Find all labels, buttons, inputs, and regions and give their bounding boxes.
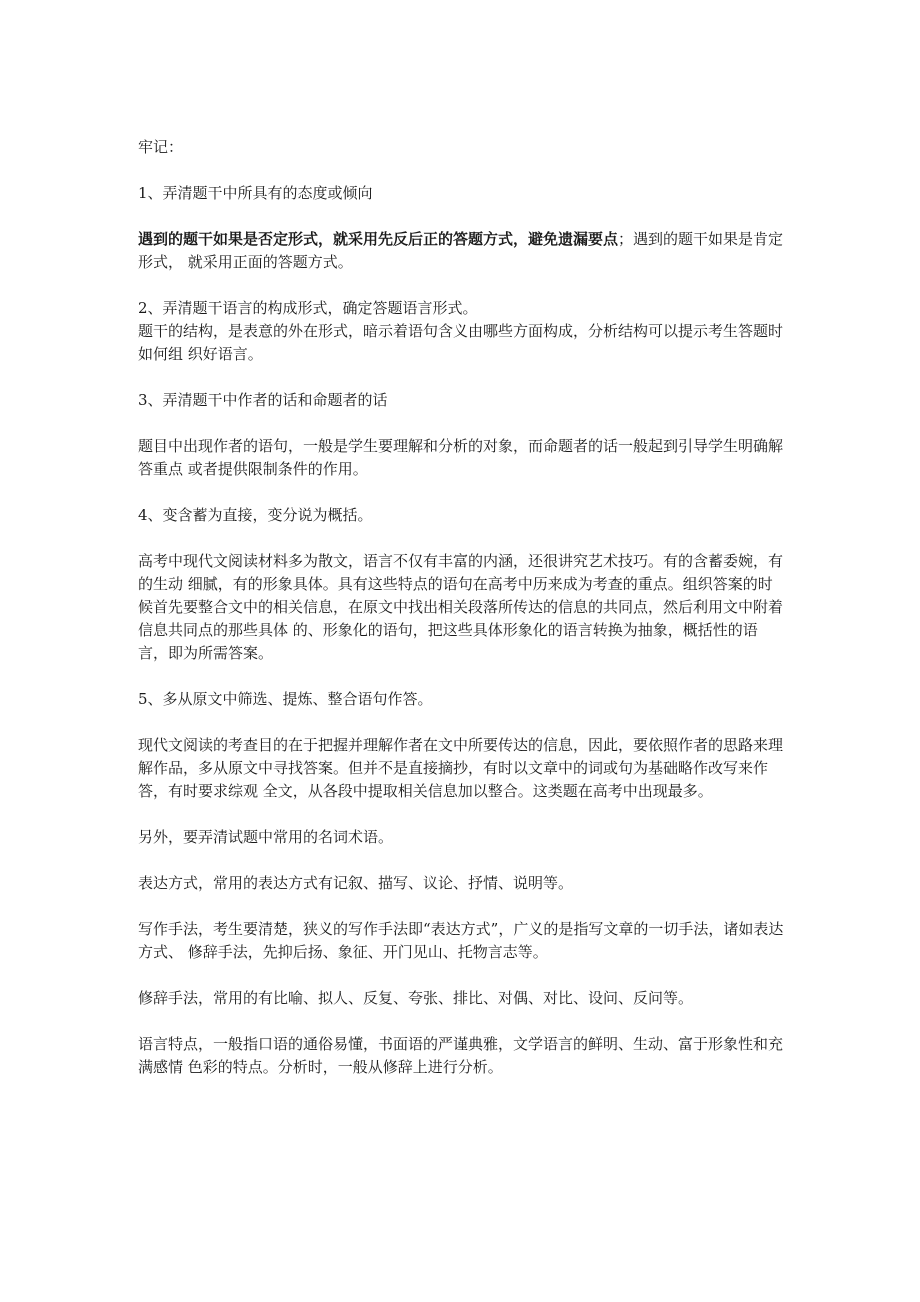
document-body	[138, 136, 786, 1102]
point-3-body: 题目中出现作者的语句，一般是学生要理解和分析的对象，而命题者的话一般起到引导学生明确解答重点 或者提供限制条件的作用。	[138, 437, 784, 478]
point-1-bold-text: 遇到的题干如果是否定形式，就采用先反后正的答题方式，避免遗漏要点	[138, 230, 619, 248]
point-1-body	[138, 228, 786, 274]
point-4-title: 4、变含蓄为直接，变分说为概括。	[138, 506, 373, 524]
term-expression: 表达方式，常用的表达方式有记叙、描写、议论、抒情、说明等。	[138, 874, 574, 892]
point-1-rest-text: ；遇到的题干如果是肯定形式， 就采用正面的答题方式。	[138, 230, 784, 271]
point-1-title: 1、弄清题干中所具有的态度或倾向	[138, 184, 373, 202]
term-language: 语言特点，一般指口语的通俗易懂，书面语的严谨典雅，文学语言的鲜明、生动、富于形象性和充满感情 色彩的特点。分析时，一般从修辞上进行分析。	[138, 1035, 784, 1076]
term-writing: 写作手法，考生要清楚，狭义的写作手法即“表达方式”，广义的是指写文章的一切手法，诸如表达方式、 修辞手法，先抑后扬、象征、开门见山、托物言志等。	[138, 920, 784, 961]
point-2-title: 2、弄清题干语言的构成形式，确定答题语言形式。	[138, 299, 478, 317]
term-rhetoric: 修辞手法，常用的有比喻、拟人、反复、夸张、排比、对偶、对比、设问、反问等。	[138, 989, 694, 1007]
terms-intro: 另外，要弄清试题中常用的名词术语。	[138, 828, 394, 846]
point-4-body: 高考中现代文阅读材料多为散文，语言不仅有丰富的内涵，还很讲究艺术技巧。有的含蓄委婉，有的生动 细腻，有的形象具体。具有这些特点的语句在高考中历来成为考查的重点。组织答案的时候首先要整合文中的相关信息，在原文中找出相关段落所传达的信息的共同点，然后利用文中附着信息共同点的那些具体 的、形象化的语句，把这些具体形象化的语言转换为抽象，概括性的语言，即为所需答案。	[138, 552, 784, 662]
point-3-title: 3、弄清题干中作者的话和命题者的话	[138, 391, 388, 409]
point-5-body: 现代文阅读的考查目的在于把握并理解作者在文中所要传达的信息，因此，要依照作者的思路来理解作品，多从原文中寻找答案。但并不是直接摘抄，有时以文章中的词或句为基础略作改写来作答，有时要求综观 全文，从各段中提取相关信息加以整合。这类题在高考中出现最多。	[138, 736, 784, 800]
point-2-body: 题干的结构，是表意的外在形式，暗示着语句含义由哪些方面构成，分析结构可以提示考生答题时如何组 织好语言。	[138, 322, 784, 363]
point-5-title: 5、多从原文中筛选、提炼、整合语句作答。	[138, 690, 433, 708]
heading: 牢记：	[138, 138, 184, 156]
